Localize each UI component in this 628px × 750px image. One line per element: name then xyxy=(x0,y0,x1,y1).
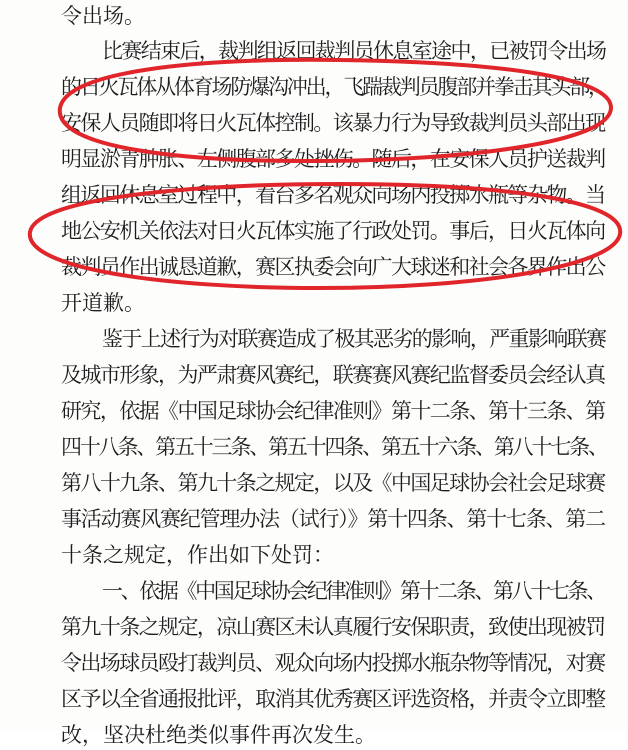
text-line: 十条之规定，作出如下处罚： xyxy=(61,543,334,567)
text-line: 事活动赛风赛纪管理办法（试行）》第十四条、第十七条、第二 xyxy=(61,507,605,531)
text-line: 裁判员作出诚恳道歉，赛区执委会向广大球迷和社会各界作出公 xyxy=(61,255,605,279)
text-line: 的日火瓦体从体育场防爆沟冲出，飞踹裁判员腹部并拳击其头部， xyxy=(61,75,607,99)
text-line: 第八十九条、第九十条之规定，以及《中国足球协会社会足球赛 xyxy=(61,471,605,495)
text-line: 开道歉。 xyxy=(61,291,145,315)
text-line: 组返回休息室过程中，看台多名观众向场内投掷水瓶等杂物。当 xyxy=(61,183,605,207)
text-line: 及城市形象，为严肃赛风赛纪，联赛赛风赛纪监督委员会经认真 xyxy=(61,363,605,387)
text-line: 令出场。 xyxy=(61,4,145,28)
text-line: 地公安机关依法对日火瓦体实施了行政处罚。事后，日火瓦体向 xyxy=(61,219,605,243)
text-line: 改，坚决杜绝类似事件再次发生。 xyxy=(61,723,376,747)
text-line: 明显淤青肿胀、左侧腹部多处挫伤。随后，在安保人员护送裁判 xyxy=(61,147,605,171)
text-line: 比赛结束后，裁判组返回裁判员休息室途中，已被罚令出场 xyxy=(102,39,606,63)
text-line: 第九十条之规定，凉山赛区未认真履行安保职责，致使出现被罚 xyxy=(61,615,605,639)
text-line: 研究，依据《中国足球协会纪律准则》第十二条、第十三条、第 xyxy=(61,399,605,423)
text-line: 安保人员随即将日火瓦体控制。该暴力行为导致裁判员头部出现 xyxy=(61,111,605,135)
text-line: 四十八条、第五十三条、第五十四条、第五十六条、第八十七条、 xyxy=(61,435,607,459)
text-line: 令出场球员殴打裁判员、观众向场内投掷水瓶杂物等情况，对赛 xyxy=(61,651,605,675)
text-line: 区予以全省通报批评，取消其优秀赛区评选资格，并责令立即整 xyxy=(61,687,605,711)
text-line: 一、依据《中国足球协会纪律准则》第十二条、第八十七条、 xyxy=(102,579,605,603)
text-line: 鉴于上述行为对联赛造成了极其恶劣的影响，严重影响联赛 xyxy=(102,327,606,351)
